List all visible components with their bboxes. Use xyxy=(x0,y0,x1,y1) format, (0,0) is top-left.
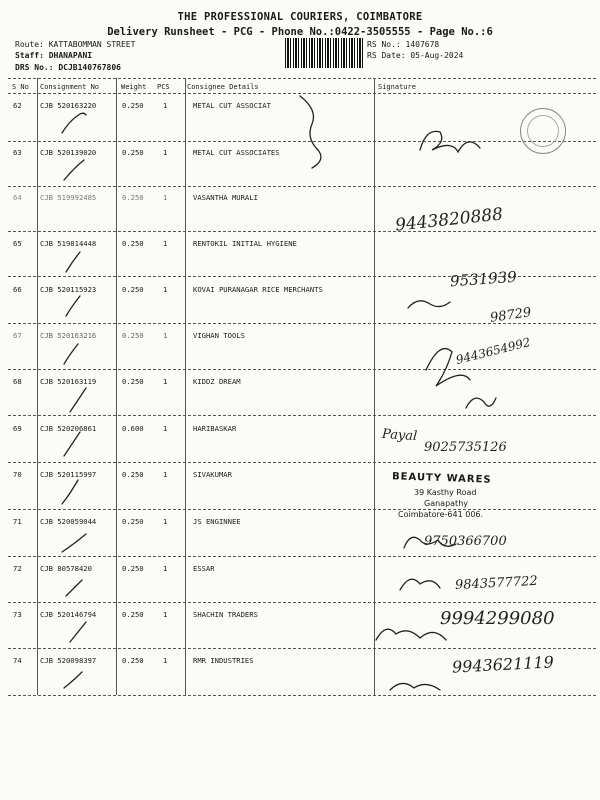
row-consignee: RMR INDUSTRIES xyxy=(193,656,254,665)
row-sno: 65 xyxy=(13,239,22,248)
row-consignment: CJB 80578420 xyxy=(40,564,92,573)
row-sno: 70 xyxy=(13,470,22,479)
row-pcs: 1 xyxy=(163,331,168,340)
row-weight: 0.250 xyxy=(122,656,144,665)
row-consignment: CJB 519814448 xyxy=(40,239,97,248)
row-consignment: CJB 520146794 xyxy=(40,610,97,619)
row-consignment: CJB 520163216 xyxy=(40,331,97,340)
row-consignee: VIGHAN TOOLS xyxy=(193,331,245,340)
row-weight: 0.250 xyxy=(122,285,144,294)
bracket-scribble xyxy=(300,96,321,168)
row-sno: 66 xyxy=(13,285,22,294)
row-consignment: CJB 520163119 xyxy=(40,377,97,386)
rs-date: RS Date: 05-Aug-2024 xyxy=(367,51,464,60)
route-label: Route: KATTABOMMAN STREET xyxy=(15,40,136,49)
row-weight: 0.250 xyxy=(122,517,144,526)
row-sno: 72 xyxy=(13,564,22,573)
runsheet-subtitle: Delivery Runsheet - PCG - Phone No.:0422-3505555 - Page No.:6 xyxy=(107,26,493,38)
row-weight: 0.250 xyxy=(122,610,144,619)
row-weight: 0.250 xyxy=(122,148,144,157)
row-consignee: ESSAR xyxy=(193,564,215,573)
row-weight: 0.250 xyxy=(122,239,144,248)
row-sno: 67 xyxy=(13,331,22,340)
handwritten-number: 9994299080 xyxy=(440,608,555,629)
signature-scribble xyxy=(390,683,440,690)
row-pcs: 1 xyxy=(163,377,168,386)
tick-mark xyxy=(64,672,82,688)
row-pcs: 1 xyxy=(163,517,168,526)
row-consignment: CJB 520115923 xyxy=(40,285,97,294)
row-sno: 73 xyxy=(13,610,22,619)
row-consignment: CJB 520098397 xyxy=(40,656,97,665)
row-pcs: 1 xyxy=(163,610,168,619)
row-consignee: METAL CUT ASSOCIATES xyxy=(193,148,280,157)
rs-number: RS No.: 1407678 xyxy=(367,40,440,49)
tick-mark xyxy=(64,432,80,456)
stamp-line: Coimbatore-641 006. xyxy=(398,510,484,519)
row-weight: 0.250 xyxy=(122,193,144,202)
tick-mark xyxy=(64,160,84,180)
tick-mark xyxy=(64,344,78,364)
row-pcs: 1 xyxy=(163,285,168,294)
row-consignee: RENTOKIL INITIAL HYGIENE xyxy=(193,239,297,248)
stamp-company-name: BEAUTY WARES xyxy=(391,471,492,486)
signature-scribble xyxy=(466,398,496,408)
row-consignee: JS ENGINNEE xyxy=(193,517,241,526)
row-pcs: 1 xyxy=(163,564,168,573)
row-weight: 0.600 xyxy=(122,424,144,433)
row-consignment: CJB 519992485 xyxy=(40,193,97,202)
staff-label-key: Staff: xyxy=(15,51,44,60)
row-pcs: 1 xyxy=(163,148,168,157)
tick-mark xyxy=(66,296,80,316)
signature-scribble xyxy=(400,579,440,590)
row-consignment: CJB 520206861 xyxy=(40,424,97,433)
col-signature: Signature xyxy=(378,83,416,91)
tick-mark xyxy=(62,534,86,552)
row-sno: 63 xyxy=(13,148,22,157)
handwritten-number: 9025735126 xyxy=(424,440,507,455)
row-consignee: KIDDZ DREAM xyxy=(193,377,241,386)
row-sno: 68 xyxy=(13,377,22,386)
row-pcs: 1 xyxy=(163,424,168,433)
row-pcs: 1 xyxy=(163,656,168,665)
signature-scribble xyxy=(408,301,450,308)
handwritten-number: 9531939 xyxy=(449,267,518,291)
row-consignee: METAL CUT ASSOCIAT xyxy=(193,101,271,110)
row-weight: 0.250 xyxy=(122,564,144,573)
tick-mark xyxy=(66,580,82,596)
row-consignment: CJB 520059044 xyxy=(40,517,97,526)
row-consignee: KOVAI PURANAGAR RICE MERCHANTS xyxy=(193,285,323,294)
handwritten-name: Payal xyxy=(381,426,418,445)
row-weight: 0.250 xyxy=(122,101,144,110)
tick-mark xyxy=(70,388,86,412)
row-sno: 69 xyxy=(13,424,22,433)
row-consignee: VASANTHA MURALI xyxy=(193,193,258,202)
handwritten-number: 9750366700 xyxy=(424,534,507,549)
row-sno: 64 xyxy=(13,193,22,202)
signature-scribble xyxy=(420,131,480,152)
tick-mark xyxy=(66,252,80,272)
row-pcs: 1 xyxy=(163,101,168,110)
staff-name: DHANAPANI xyxy=(48,51,93,60)
col-consignee: Consignee Details xyxy=(187,83,259,91)
row-consignee: SHACHIN TRADERS xyxy=(193,610,258,619)
drs-number: DRS No.: DCJB140767806 xyxy=(15,63,121,72)
row-consignment: CJB 520163220 xyxy=(40,101,97,110)
row-pcs: 1 xyxy=(163,239,168,248)
handwritten-number: 9843577722 xyxy=(454,573,539,594)
row-consignee: HARIBASKAR xyxy=(193,424,237,433)
row-weight: 0.250 xyxy=(122,331,144,340)
handwritten-number: 9943621119 xyxy=(451,652,555,677)
row-pcs: 1 xyxy=(163,470,168,479)
col-sno: S No xyxy=(12,83,29,91)
row-consignment: CJB 520115997 xyxy=(40,470,97,479)
row-sno: 71 xyxy=(13,517,22,526)
row-weight: 0.250 xyxy=(122,470,144,479)
tick-mark xyxy=(62,113,86,133)
row-sno: 62 xyxy=(13,101,22,110)
row-pcs: 1 xyxy=(163,193,168,202)
col-consignment: Consignment No xyxy=(40,83,100,91)
row-sno: 74 xyxy=(13,656,22,665)
signature-scribble xyxy=(376,629,446,640)
row-weight: 0.250 xyxy=(122,377,144,386)
col-weight: Weight xyxy=(121,83,147,91)
stamp-line: 39 Kasthy Road xyxy=(414,488,477,497)
tick-mark xyxy=(62,480,78,504)
company-title: THE PROFESSIONAL COURIERS, COIMBATORE xyxy=(177,11,423,23)
row-consignee: SIVAKUMAR xyxy=(193,470,232,479)
tick-mark xyxy=(70,622,86,642)
stamp-line: Ganapathy xyxy=(424,499,468,508)
handwritten-number: 9443654992 xyxy=(454,334,532,368)
row-consignment: CJB 520139020 xyxy=(40,148,97,157)
handwritten-number: 9443820888 xyxy=(394,204,504,236)
round-stamp xyxy=(520,108,566,154)
handwritten-number: 98729 xyxy=(489,305,533,326)
col-pcs: PCS xyxy=(157,83,170,91)
